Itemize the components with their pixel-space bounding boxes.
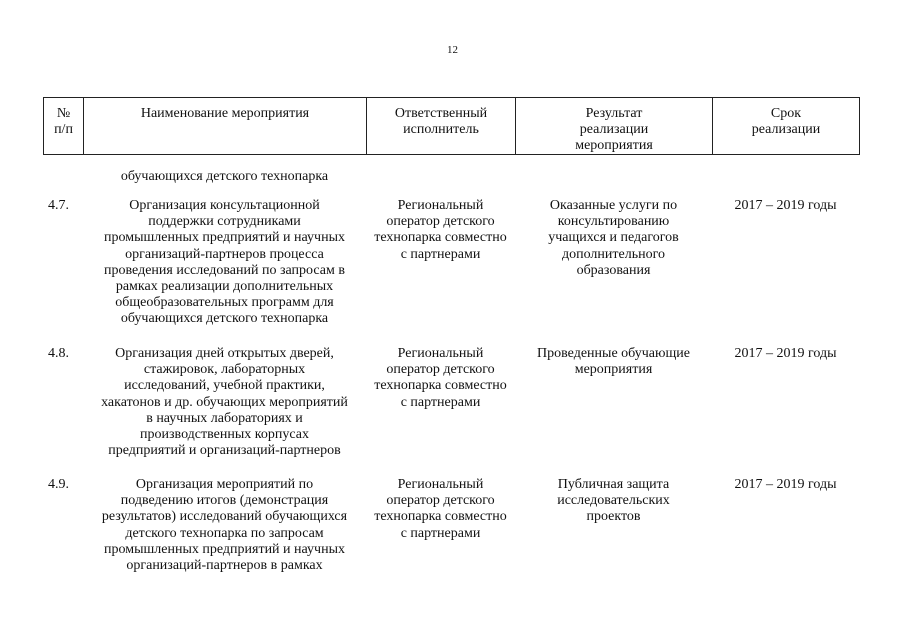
header-responsible-text: Ответственный исполнитель bbox=[394, 106, 488, 137]
header-name bbox=[84, 98, 367, 155]
header-term bbox=[713, 98, 860, 155]
table-header bbox=[43, 97, 860, 155]
row-responsible: Региональный оператор детского технопарка совместно с партнерами bbox=[374, 477, 507, 541]
row-term: 2017 – 2019 годы bbox=[734, 477, 837, 492]
row-name: Организация дней открытых дверей, стажировок, лабораторных исследований, учебной практики, хакатонов и др. обучающих мероприятий в научных лабораториях и производственных корпусах предприятий и организаций-партнеров bbox=[101, 346, 348, 459]
row-number: 4.7. bbox=[48, 198, 69, 213]
row-term: 2017 – 2019 годы bbox=[734, 346, 837, 361]
table-row bbox=[43, 198, 859, 328]
row-name: Организация консультационной поддержки сотрудниками промышленных предприятий и научных организаций-партнеров процесса проведения исследований по запросам в рамках реализации дополнительных общеобразовательных программ для обучающихся детского технопарка bbox=[104, 198, 345, 327]
row-result: Оказанные услуги по консультированию учащихся и педагогов дополнительного образования bbox=[548, 198, 679, 278]
table-row bbox=[43, 346, 859, 459]
table-row bbox=[43, 477, 859, 574]
continuation-number bbox=[43, 169, 83, 185]
row-number: 4.9. bbox=[48, 477, 69, 492]
header-term-text: Срок реализации bbox=[751, 106, 821, 137]
header-number bbox=[44, 98, 84, 155]
row-responsible: Региональный оператор детского технопарка совместно с партнерами bbox=[374, 346, 507, 410]
continuation-text: обучающихся детского технопарка bbox=[120, 169, 329, 184]
header-result-text: Результат реализации мероприятия bbox=[575, 106, 653, 153]
header-result bbox=[516, 98, 713, 155]
header-row bbox=[44, 98, 860, 155]
row-result: Проведенные обучающие мероприятия bbox=[537, 346, 690, 378]
row-result: Публичная защита исследовательских проектов bbox=[557, 477, 670, 525]
table-body bbox=[43, 162, 859, 574]
header-name-text: Наименование мероприятия bbox=[140, 106, 310, 121]
row-number: 4.8. bbox=[48, 346, 69, 361]
row-name: Организация мероприятий по подведению итогов (демонстрация результатов) исследований обучающихся детского технопарка по запросам промышленных предприятий и научных организаций-партнеров в рамках bbox=[101, 477, 348, 574]
row-responsible: Региональный оператор детского технопарка совместно с партнерами bbox=[374, 198, 507, 262]
continuation-row bbox=[43, 169, 859, 185]
row-term: 2017 – 2019 годы bbox=[734, 198, 837, 213]
header-number-text: № п/п bbox=[54, 106, 73, 137]
page-number: 12 bbox=[447, 44, 458, 56]
header-responsible bbox=[367, 98, 516, 155]
